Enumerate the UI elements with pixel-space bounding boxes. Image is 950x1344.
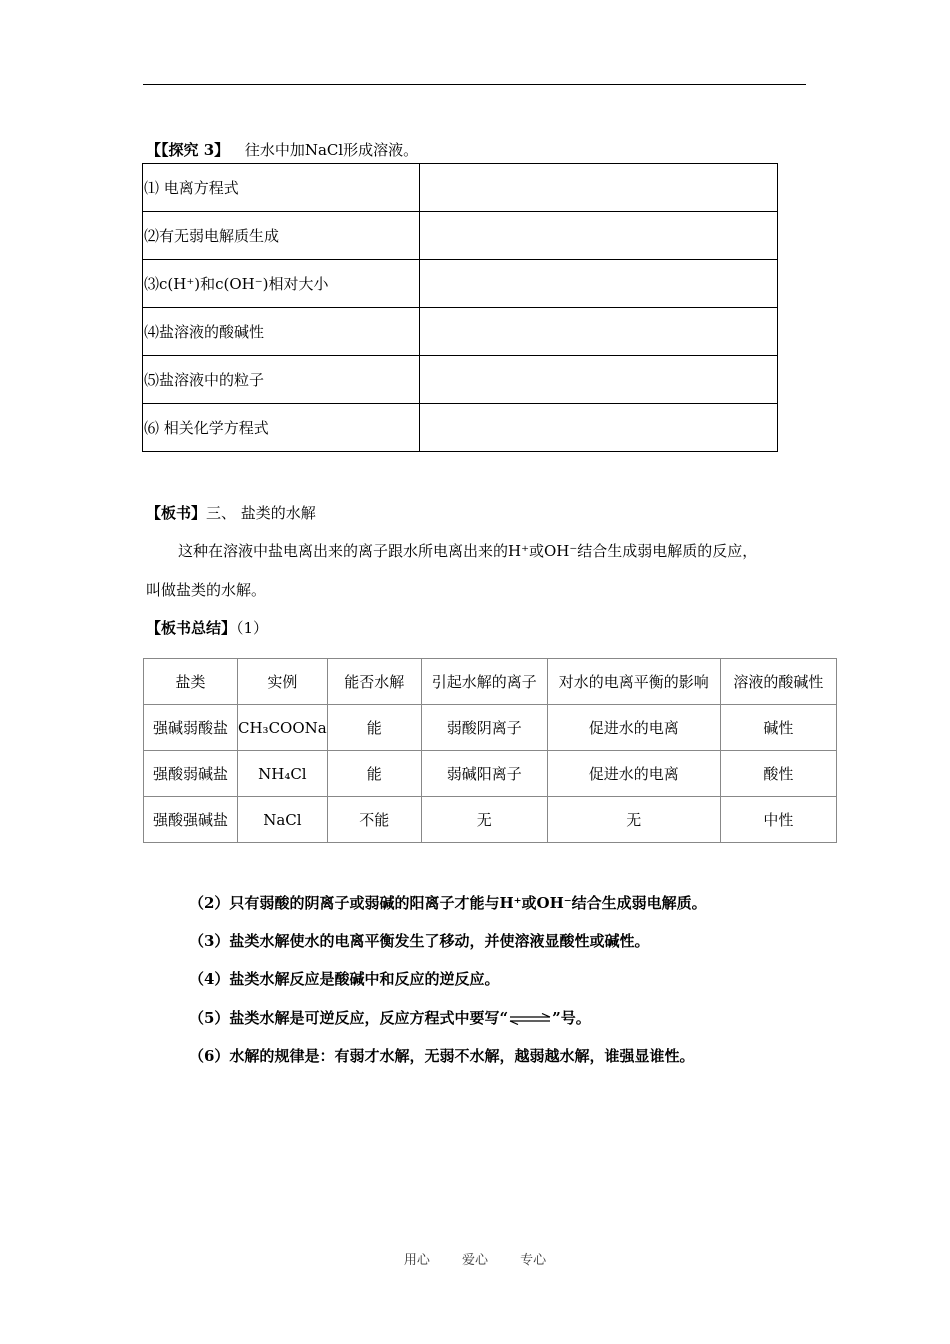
column-header: 能否水解	[327, 659, 421, 705]
probe-row-label: ⑶c(H⁺)和c(OH⁻)相对大小	[143, 260, 420, 308]
table-cell: 中性	[720, 797, 836, 843]
header-rule	[143, 84, 806, 85]
board-heading-text: 三、 盐类的水解	[206, 504, 316, 522]
reversible-arrow-icon	[508, 1013, 552, 1025]
table-cell: CH₃COONa	[238, 705, 328, 751]
table-row	[144, 797, 837, 843]
probe-row-label: ⑷盐溶液的酸碱性	[143, 308, 420, 356]
definition-line-1: 这种在溶液中盐电离出来的离子跟水所电离出来的H⁺或OH⁻结合生成弱电解质的反应，	[178, 542, 758, 560]
summary-point-5-after: ”号。	[552, 1009, 591, 1027]
table-row	[143, 356, 778, 404]
column-header: 盐类	[144, 659, 238, 705]
summary-point-4: （4）盐类水解反应是酸碱中和反应的逆反应。	[189, 970, 500, 988]
summary-point-2: （2）只有弱酸的阴离子或弱碱的阳离子才能与H⁺或OH⁻结合生成弱电解质。	[189, 894, 707, 912]
table-cell: 无	[421, 797, 547, 843]
board-heading	[146, 503, 316, 523]
probe-row-value	[420, 212, 778, 260]
table-cell: 促进水的电离	[547, 751, 720, 797]
probe-row-label: ⑴ 电离方程式	[143, 164, 420, 212]
probe-row-value	[420, 404, 778, 452]
table-cell: 弱酸阴离子	[421, 705, 547, 751]
table-row	[144, 751, 837, 797]
table-cell: 促进水的电离	[547, 705, 720, 751]
table-row	[143, 164, 778, 212]
column-header: 实例	[238, 659, 328, 705]
table-row	[143, 260, 778, 308]
column-header: 溶液的酸碱性	[720, 659, 836, 705]
table-cell: 强碱弱酸盐	[144, 705, 238, 751]
probe-row-label: ⑵有无弱电解质生成	[143, 212, 420, 260]
definition-line-2: 叫做盐类的水解。	[146, 581, 267, 599]
table-cell: 强酸强碱盐	[144, 797, 238, 843]
table-cell: NaCl	[238, 797, 328, 843]
probe-heading-text: 往水中加NaCl形成溶液。	[244, 141, 419, 159]
table-row	[143, 212, 778, 260]
probe-row-value	[420, 356, 778, 404]
summary-heading	[146, 618, 268, 638]
column-header: 引起水解的离子	[421, 659, 547, 705]
probe-row-value	[420, 308, 778, 356]
table-cell: 不能	[327, 797, 421, 843]
summary-heading-index: （1）	[236, 619, 269, 637]
summary-point-5	[189, 1008, 591, 1028]
table-header-row	[144, 659, 837, 705]
table-cell: 碱性	[720, 705, 836, 751]
table-cell: 酸性	[720, 751, 836, 797]
probe-heading	[146, 140, 418, 160]
footer-item: 爱心	[461, 1253, 488, 1268]
table-cell: 能	[327, 705, 421, 751]
summary-point-6: （6）水解的规律是：有弱才水解，无弱不水解，越弱越水解，谁强显谁性。	[189, 1047, 695, 1065]
probe-heading-label: 【【探究 3】	[146, 141, 230, 159]
column-header: 对水的电离平衡的影响	[547, 659, 720, 705]
table-row	[143, 404, 778, 452]
page-footer	[0, 1249, 950, 1268]
summary-point-5-before: （5）盐类水解是可逆反应，反应方程式中要写“	[189, 1009, 509, 1027]
table-cell: 能	[327, 751, 421, 797]
probe-row-label: ⑹ 相关化学方程式	[143, 404, 420, 452]
footer-item: 用心	[403, 1253, 430, 1268]
probe-table	[142, 163, 778, 452]
table-cell: 强酸弱碱盐	[144, 751, 238, 797]
table-cell: 弱碱阳离子	[421, 751, 547, 797]
table-cell: NH₄Cl	[238, 751, 328, 797]
summary-table	[143, 658, 837, 843]
table-row	[144, 705, 837, 751]
table-row	[143, 308, 778, 356]
summary-point-3: （3）盐类水解使水的电离平衡发生了移动，并使溶液显酸性或碱性。	[189, 932, 650, 950]
probe-row-label: ⑸盐溶液中的粒子	[143, 356, 420, 404]
board-heading-label: 【板书】	[146, 504, 207, 522]
summary-heading-label: 【板书总结】	[146, 619, 237, 637]
footer-item: 专心	[520, 1253, 547, 1268]
probe-row-value	[420, 164, 778, 212]
table-cell: 无	[547, 797, 720, 843]
probe-row-value	[420, 260, 778, 308]
